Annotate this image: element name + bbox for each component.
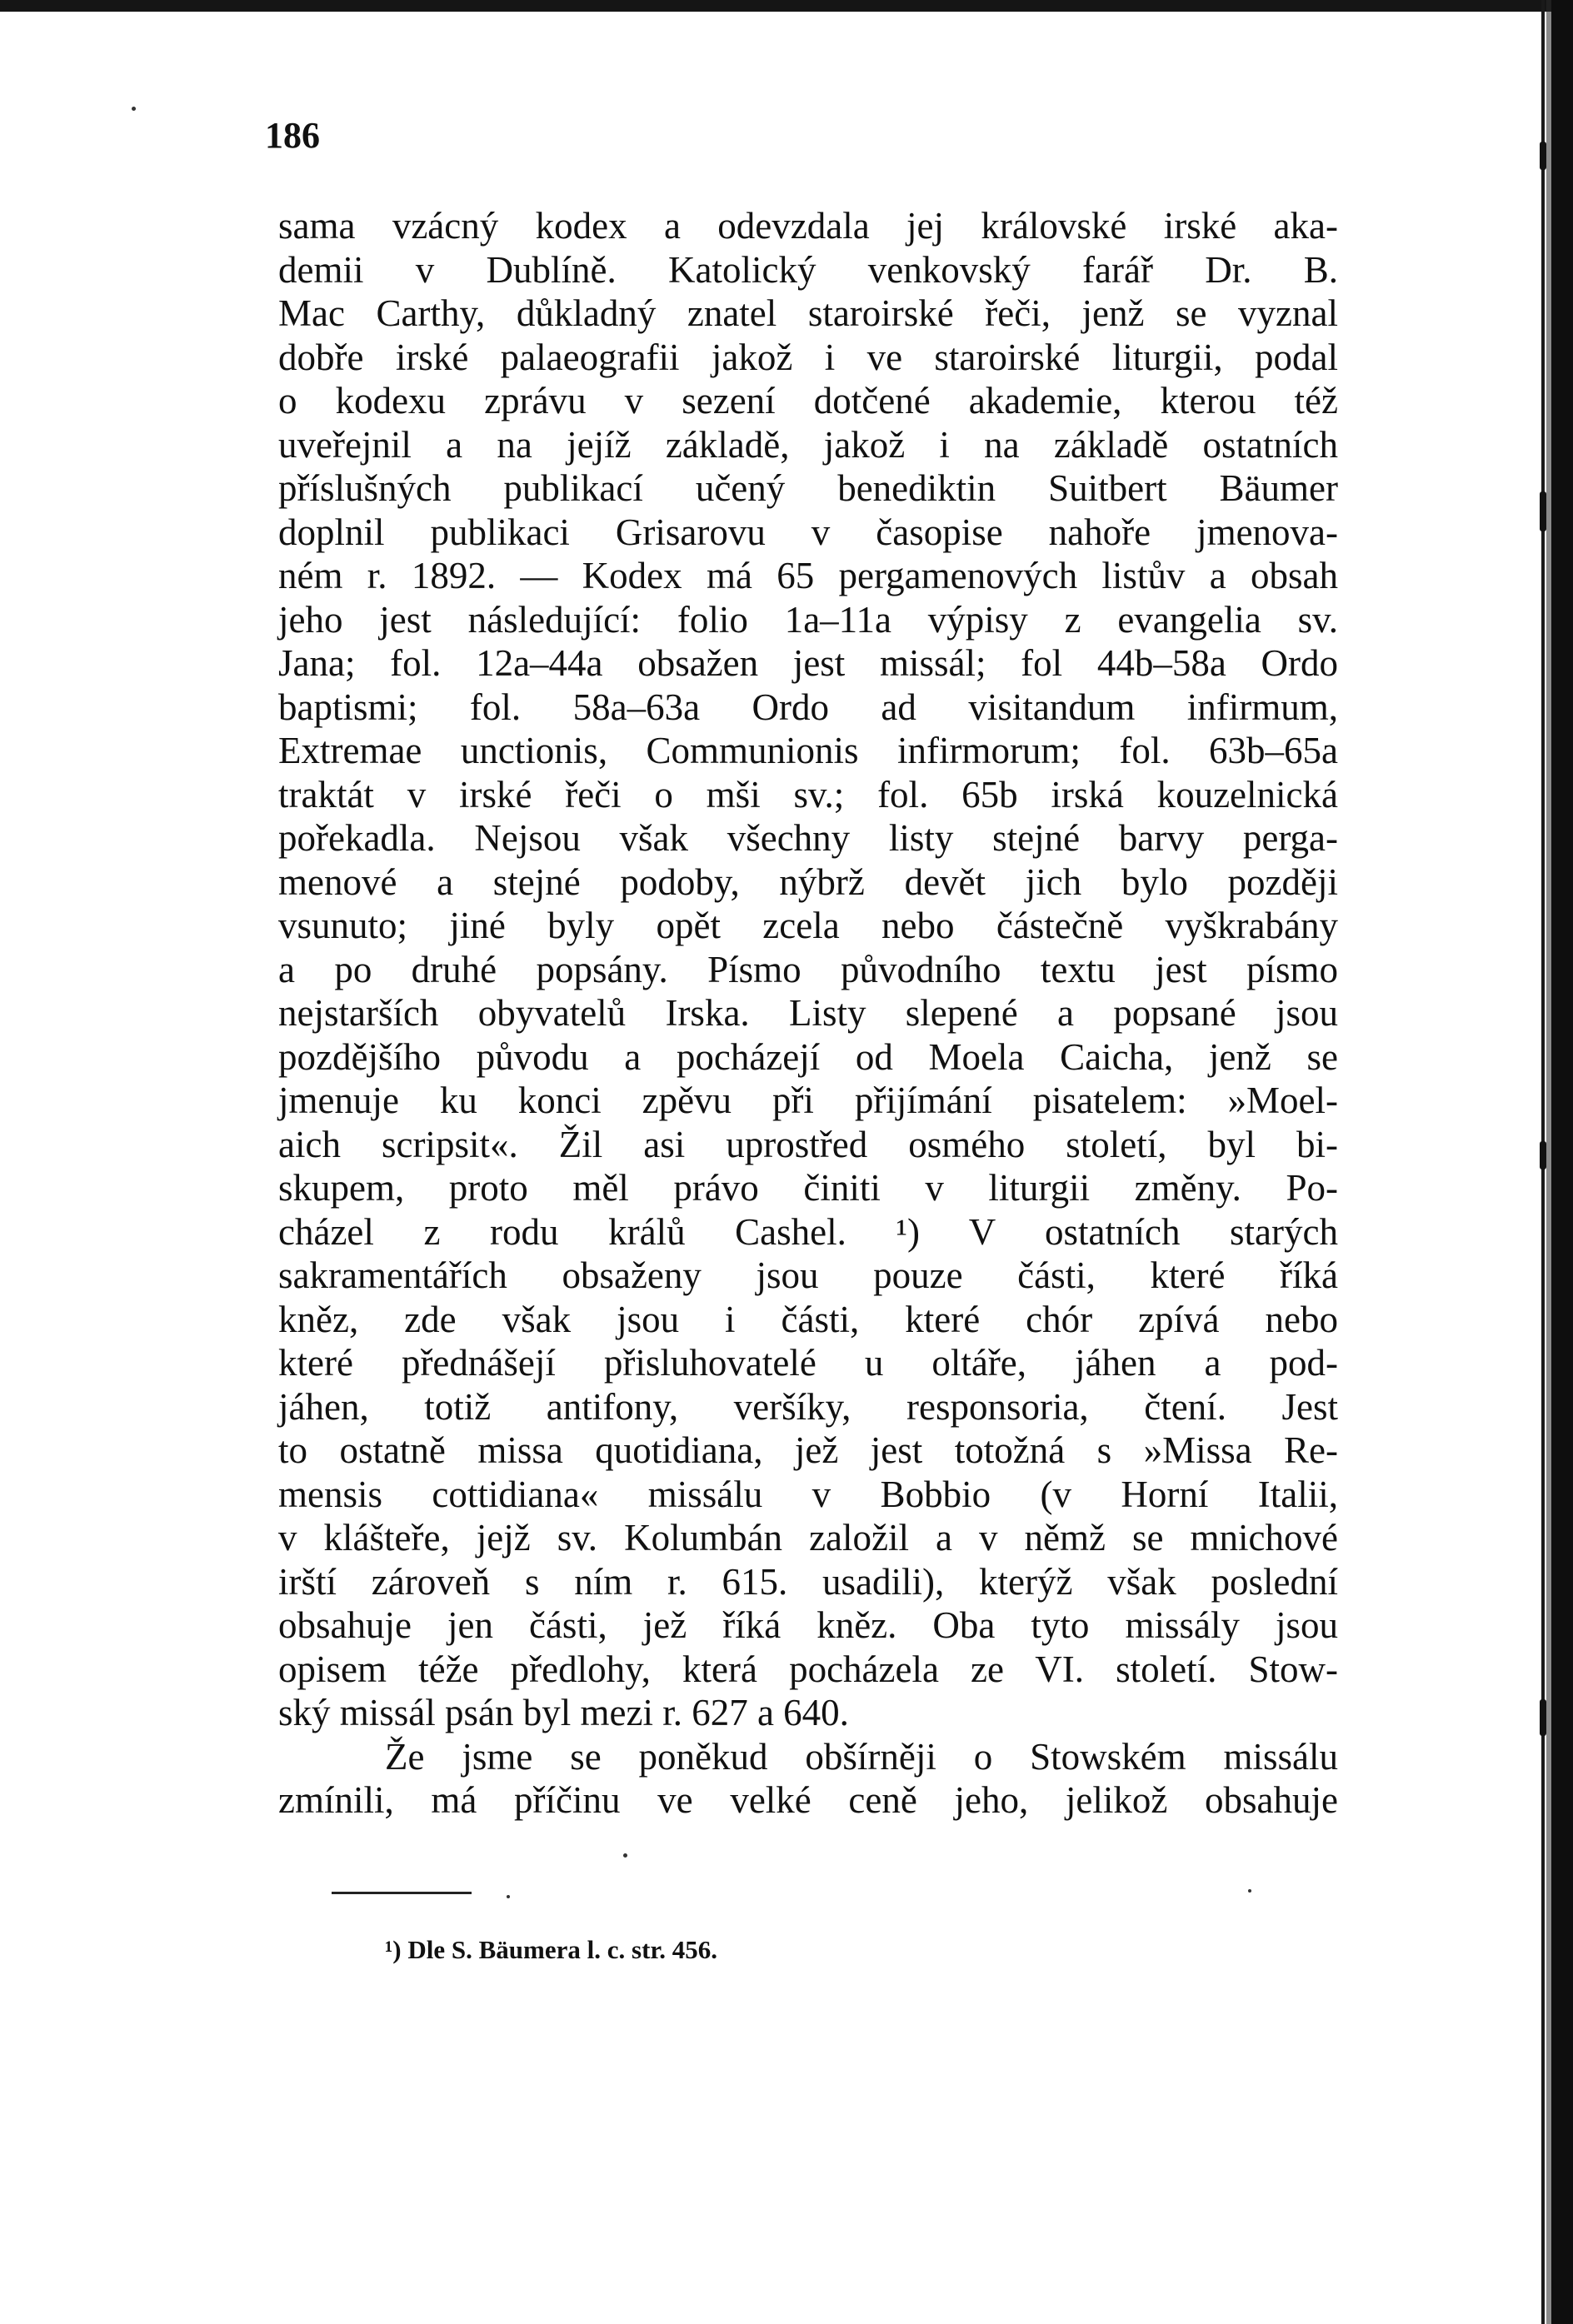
text-line: a po druhé popsány. Písmo původního textu jest písmo bbox=[278, 948, 1338, 990]
text-line: jmenuje ku konci zpěvu při přijímání pisatelem: »Moel- bbox=[278, 1080, 1338, 1121]
text-line: doplnil publikaci Grisarovu v časopise nahoře jmenova- bbox=[278, 511, 1338, 553]
text-line: baptismi; fol. 58a–63a Ordo ad visitandum infirmum, bbox=[278, 686, 1338, 728]
text-line: demii v Dublíně. Katolický venkovský farář Dr. B. bbox=[278, 248, 1338, 291]
text-line: skupem, proto měl právo činiti v liturgii změny. Po- bbox=[278, 1167, 1338, 1209]
edge-mark bbox=[1540, 1699, 1546, 1736]
text-line: jáhen, totiž antifony, veršíky, responsoria, čtení. Jest bbox=[278, 1385, 1338, 1428]
text-line: o kodexu zprávu v sezení dotčené akademie, kterou též bbox=[278, 380, 1338, 421]
text-line: ský missál psán byl mezi r. 627 a 640. bbox=[278, 1692, 849, 1733]
text-line: opisem téže předlohy, která pocházela ze VI. století. Stow- bbox=[278, 1648, 1338, 1690]
text-line: které přednášejí přisluhovatelé u oltáře, jáhen a pod- bbox=[278, 1342, 1338, 1384]
scan-top-edge bbox=[0, 0, 1573, 12]
text-line: cházel z rodu králů Cashel. ¹) V ostatních starých bbox=[278, 1210, 1338, 1253]
text-line: aich scripsit«. Žil asi uprostřed osmého století, byl bi- bbox=[278, 1123, 1338, 1165]
dust-speck bbox=[132, 107, 136, 111]
text-line: nejstarších obyvatelů Irska. Listy slepené a popsané jsou bbox=[278, 992, 1338, 1034]
text-line: Že jsme se poněkud obšírněji o Stowském missálu bbox=[385, 1735, 1338, 1778]
dust-speck bbox=[623, 1853, 627, 1858]
text-line: příslušných publikací učený benediktin Suitbert Bäumer bbox=[278, 467, 1338, 509]
dust-speck bbox=[1248, 1889, 1251, 1893]
text-line: Mac Carthy, důkladný znatel staroirské řeči, jenž se vyznal bbox=[278, 292, 1338, 334]
text-line: kněz, zde však jsou i části, které chór zpívá nebo bbox=[278, 1298, 1338, 1340]
text-line: v klášteře, jejž sv. Kolumbán založil a v němž se mnichové bbox=[278, 1517, 1338, 1558]
text-line: to ostatně missa quotidiana, jež jest totožná s »Missa Re- bbox=[278, 1429, 1338, 1471]
dust-speck bbox=[507, 1895, 510, 1898]
text-line: dobře irské palaeografii jakož i ve staroirské liturgii, podal bbox=[278, 336, 1338, 378]
text-line: traktát v irské řeči o mši sv.; fol. 65b irská kouzelnická bbox=[278, 773, 1338, 815]
text-line: mensis cottidiana« missálu v Bobbio (v Horní Italii, bbox=[278, 1473, 1338, 1515]
text-line: pozdějšího původu a pocházejí od Moela Caicha, jenž se bbox=[278, 1035, 1338, 1078]
text-line: jeho jest následující: folio 1a–11a výpisy z evangelia sv. bbox=[278, 598, 1338, 641]
text-line: ném r. 1892. — Kodex má 65 pergamenových listův a obsah bbox=[278, 555, 1338, 596]
scan-right-edge bbox=[1551, 0, 1573, 2324]
footnote-rule bbox=[332, 1892, 472, 1894]
text-line: sama vzácný kodex a odevzdala jej královské irské aka- bbox=[278, 205, 1338, 247]
edge-mark bbox=[1540, 491, 1546, 531]
footnote: ¹) Dle S. Bäumera l. c. str. 456. bbox=[385, 1935, 718, 1964]
text-line: zmínili, má příčinu ve velké ceně jeho, jelikož obsahuje bbox=[278, 1779, 1338, 1821]
body-text bbox=[278, 204, 1338, 1823]
page-number: 186 bbox=[265, 115, 320, 156]
edge-mark bbox=[1540, 1141, 1546, 1169]
text-line: pořekadla. Nejsou však všechny listy stejné barvy perga- bbox=[278, 817, 1338, 859]
text-line: uveřejnil a na jejíž základě, jakož i na základě ostatních bbox=[278, 423, 1338, 466]
text-line: vsunuto; jiné byly opět zcela nebo částečně vyškrabány bbox=[278, 905, 1338, 946]
text-line: obsahuje jen části, jež říká kněz. Oba tyto missály jsou bbox=[278, 1604, 1338, 1646]
text-line: sakramentářích obsaženy jsou pouze části, které říká bbox=[278, 1254, 1338, 1296]
text-line: Extremae unctionis, Communionis infirmorum; fol. 63b–65a bbox=[278, 730, 1338, 771]
text-line: menové a stejné podoby, nýbrž devět jich bylo později bbox=[278, 860, 1338, 903]
text-line: Jana; fol. 12a–44a obsažen jest missál; fol 44b–58a Ordo bbox=[278, 642, 1338, 684]
edge-mark bbox=[1540, 142, 1546, 170]
text-line: irští zároveň s ním r. 615. usadili), kterýž však poslední bbox=[278, 1560, 1338, 1603]
